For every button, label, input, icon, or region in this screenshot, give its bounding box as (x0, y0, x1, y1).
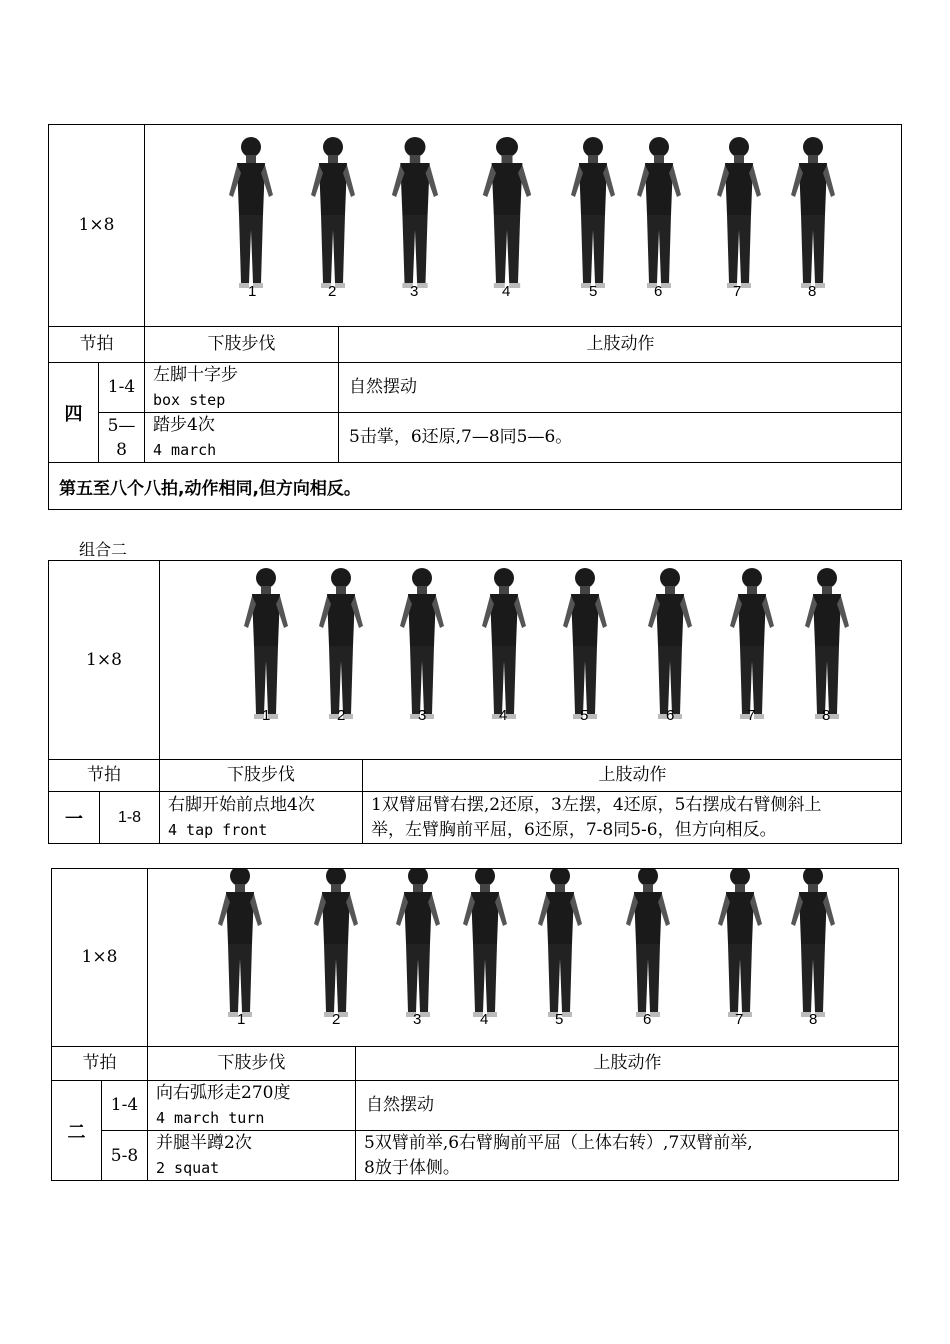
upper-limb-cell: 自然摆动 (338, 362, 902, 412)
upper-line-2: 举，左臂胸前平屈，6还原，7-8同5-6，但方向相反。 (371, 820, 777, 840)
lower-cn: 踏步4次 (153, 414, 215, 435)
exercise-photo-strip (145, 125, 903, 326)
beat-range: 1-4 (101, 1080, 147, 1130)
beat-range: 1-8 (99, 791, 159, 844)
frame-number: 8 (809, 1011, 818, 1028)
lower-cn: 左脚十字步 (153, 364, 238, 385)
exercise-photo-strip (160, 561, 903, 759)
section-label: 四 (49, 362, 98, 462)
frame-number: 8 (822, 707, 831, 724)
photo-strip (159, 561, 902, 759)
count-label: 1×8 (86, 649, 122, 670)
lower-limb-cell (147, 1130, 355, 1181)
section-label: 二 (52, 1080, 101, 1181)
lower-en: box step (153, 390, 226, 409)
frame-number: 5 (580, 707, 589, 724)
frame-number: 6 (666, 707, 675, 724)
beat-range: 5-8 (101, 1130, 147, 1181)
header-upper: 上肢动作 (362, 759, 902, 791)
frame-number: 3 (418, 707, 427, 724)
frame-number: 2 (328, 283, 337, 300)
header-beat: 节拍 (49, 326, 144, 362)
lower-limb-cell (147, 1080, 355, 1130)
lower-en: 4 march turn (156, 1108, 265, 1127)
upper-line-2: 8放于体侧。 (364, 1158, 460, 1178)
upper-limb-cell (355, 1130, 899, 1181)
lower-en: 4 tap front (168, 821, 268, 839)
upper-limb-cell: 5击掌，6还原,7—8同5—6。 (338, 412, 902, 462)
photo-strip (144, 125, 902, 326)
lower-limb-cell (159, 791, 362, 844)
upper-limb-cell: 自然摆动 (355, 1080, 899, 1130)
photo-strip (147, 869, 899, 1046)
frame-number: 6 (643, 1011, 652, 1028)
lower-cn: 右脚开始前点地4次 (168, 795, 315, 815)
lower-en: 4 march (153, 440, 217, 459)
frame-number: 2 (332, 1011, 341, 1028)
frame-number: 1 (262, 707, 271, 724)
upper-line-1: 1双臂屈臂右摆,2还原，3左摆，4还原，5右摆成右臂侧斜上 (371, 795, 822, 815)
exercise-photo-strip (148, 869, 900, 1046)
frame-number: 3 (410, 283, 419, 300)
count-label: 1×8 (78, 215, 115, 235)
lower-en: 2 squat (156, 1159, 220, 1177)
note-row: 第五至八个八拍,动作相同,但方向相反。 (49, 462, 902, 510)
header-lower: 下肢步伐 (147, 1046, 355, 1080)
section-label: 一 (49, 791, 99, 844)
lower-limb-cell (144, 412, 338, 462)
header-upper: 上肢动作 (338, 326, 902, 362)
frame-number: 4 (502, 283, 511, 300)
frame-number: 1 (248, 283, 257, 300)
frame-number: 1 (237, 1011, 246, 1028)
header-beat: 节拍 (49, 759, 159, 791)
count-label: 1×8 (81, 947, 118, 967)
frame-number: 2 (337, 707, 346, 724)
header-beat: 节拍 (52, 1046, 147, 1080)
frame-number: 5 (555, 1011, 564, 1028)
table-section-four (48, 124, 902, 510)
frame-number: 8 (808, 283, 817, 300)
header-lower: 下肢步伐 (159, 759, 362, 791)
lower-cn: 向右弧形走270度 (156, 1082, 291, 1103)
frame-number: 7 (747, 707, 756, 724)
frame-number: 7 (735, 1011, 744, 1028)
header-lower: 下肢步伐 (144, 326, 338, 362)
table-section-one (48, 560, 902, 844)
frame-number: 4 (499, 707, 508, 724)
upper-line-1: 5双臂前举,6右臂胸前平屈（上体右转）,7双臂前举, (364, 1133, 753, 1153)
table-section-two (51, 868, 899, 1181)
beat-range: 1-4 (98, 362, 144, 412)
frame-number: 6 (654, 283, 663, 300)
frame-number: 3 (413, 1011, 422, 1028)
lower-cn: 并腿半蹲2次 (156, 1133, 252, 1153)
beat-range: 5—8 (98, 412, 144, 462)
frame-number: 5 (589, 283, 598, 300)
lower-limb-cell (144, 362, 338, 412)
upper-limb-cell (362, 791, 902, 844)
header-upper: 上肢动作 (355, 1046, 899, 1080)
group-label: 组合二 (79, 540, 128, 559)
frame-number: 4 (480, 1011, 489, 1028)
frame-number: 7 (733, 283, 742, 300)
